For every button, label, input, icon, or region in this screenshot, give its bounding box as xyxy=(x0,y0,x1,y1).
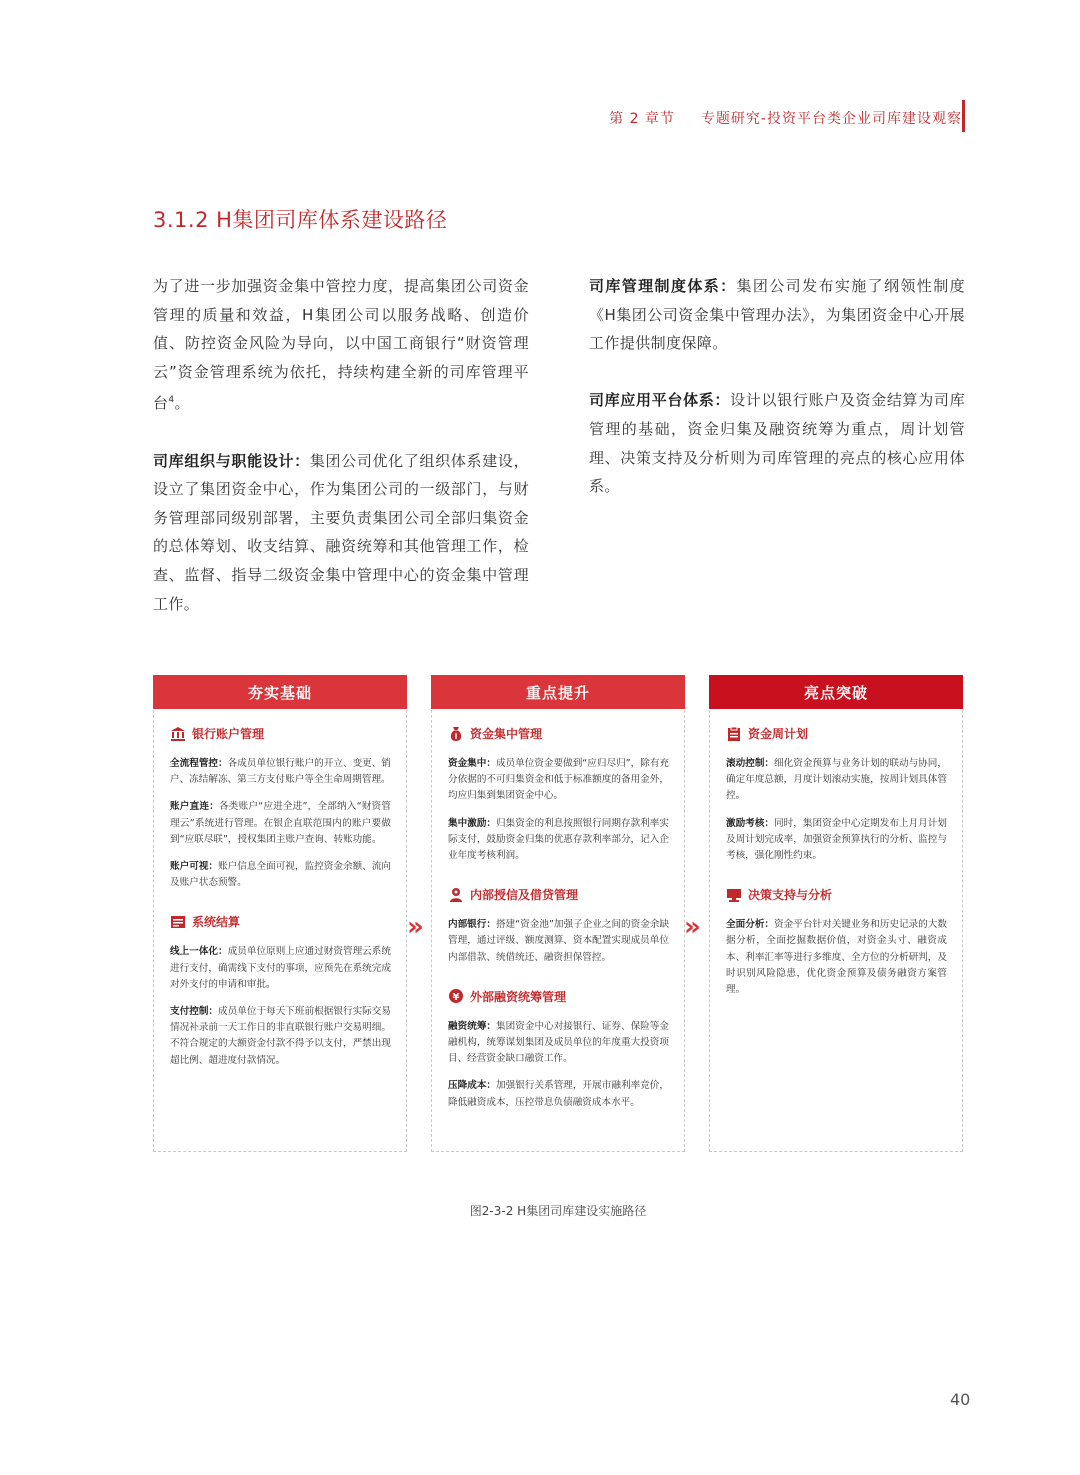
money-bag-icon xyxy=(448,726,464,742)
list-item: 激励考核：同时，集团资金中心定期发布上月月计划及周计划完成率，加强资金预算执行的分析、监控与考核，强化刚性约束。 xyxy=(726,817,947,862)
monitor-icon xyxy=(726,887,742,903)
header-title: 专题研究-投资平台类企业司库建设观察 xyxy=(700,111,962,127)
subsection-weekly-plan: 资金周计划 xyxy=(726,725,947,742)
subsection-external-finance: ¥ 外部融资统筹管理 xyxy=(448,988,669,1005)
list-item: 支付控制：成员单位于每天下班前根据银行实际交易情况补录前一天工作日的非直联银行账户交易明细。不符合规定的大额资金付款不得予以支付，严禁出现超比例、超进度付款情况。 xyxy=(170,1006,391,1066)
figure-caption: 图2-3-2 H集团司库建设实施路径 xyxy=(469,1204,647,1218)
clipboard-icon xyxy=(726,726,742,742)
system-label: 司库管理制度体系： xyxy=(589,277,737,295)
subsection-bank-account: 银行账户管理 xyxy=(170,725,391,742)
platform-paragraph: 司库应用平台体系：设计以银行账户及资金结算为司库管理的基础，资金归集及融资统筹为重点，周计划管理、决策支持及分析则为司库管理的亮点的核心应用体系。 xyxy=(589,391,965,496)
double-chevron-icon: » xyxy=(684,912,692,942)
org-paragraph: 司库组织与职能设计：集团公司优化了组织体系建设，设立了集团资金中心，作为集团公司的一级部门，与财务管理部同级别部署，主要负责集团公司全部归集资金的总体筹划、收支结算、融资统筹和其他管理工作，检查、监督、指导二级资金集中管理中心的资金集中管理工作。 xyxy=(153,451,529,613)
list-item: 滚动控制：细化资金预算与业务计划的联动与协同，确定年度总额，月度计划滚动实施，按周计划具体管控。 xyxy=(726,758,947,802)
ledger-icon xyxy=(170,914,186,930)
user-coin-icon xyxy=(448,887,464,903)
list-item: 集中激励：归集资金的利息按照银行同期存款利率实际支付，鼓励资金归集的优惠存款利率部分，记入企业年度考核利润。 xyxy=(448,817,669,862)
page-header xyxy=(609,104,962,132)
svg-text:¥: ¥ xyxy=(452,992,460,1004)
panel-foundation xyxy=(153,675,407,1152)
list-item: 内部银行：搭建“资金池”加强子企业之间的资金余缺管理，通过评级、额度测算、资本配置实现成员单位内部借款、统借统还、融资担保管控。 xyxy=(448,919,670,963)
panel-improvement-title: 重点提升 xyxy=(431,675,685,709)
panel-breakthrough-title: 亮点突破 xyxy=(709,675,963,709)
subsection-decision-support: 决策支持与分析 xyxy=(726,886,947,903)
subsection-settlement: 系统结算 xyxy=(170,913,391,930)
page-number: 40 xyxy=(950,1390,971,1409)
panel-foundation-title: 夯实基础 xyxy=(153,675,407,709)
org-label: 司库组织与职能设计： xyxy=(153,451,310,470)
system-paragraph: 司库管理制度体系：集团公司发布实施了纲领性制度《H集团公司资金集中管理办法》，为集团资金中心开展工作提供制度保障。 xyxy=(589,277,965,353)
platform-label: 司库应用平台体系： xyxy=(589,391,731,410)
list-item: 融资统筹：集团资金中心对接银行、证券、保险等金融机构，统筹谋划集团及成员单位的年度重大投资项目、经营资金缺口融资工作。 xyxy=(448,1020,669,1065)
bank-icon xyxy=(170,726,186,742)
list-item: 账户可视：账户信息全面可视，监控资金余额、流向及账户状态预警。 xyxy=(170,861,391,889)
section-title: 3.1.2 H集团司库体系建设路径 xyxy=(153,208,448,232)
list-item: 线上一体化：成员单位原则上应通过财资管理云系统进行支付，确需线下支付的事项，应预先在系统完成对外支付的申请和审批。 xyxy=(170,946,391,990)
list-item: 全流程管控：各成员单位银行账户的开立、变更、销户、冻结解冻、第三方支付账户等全生命周期管理。 xyxy=(170,758,391,786)
list-item: 账户直连：各类账户“应进全进”，全部纳入“财资管理云”系统进行管理。在银企直联范围内的账户要做到“应联尽联”，授权集团主账户查询、转账功能。 xyxy=(170,801,392,845)
list-item: 全面分析：资金平台针对关键业务和历史记录的大数据分析，全面挖掘数据价值，对资金头寸、融资成本、利率汇率等进行多维度、全方位的分析研判，及时识别风险隐患，优化资金预算及债务融资方案管理。 xyxy=(726,919,947,996)
chapter-label: 第 2 章节 xyxy=(609,111,675,127)
coin-icon xyxy=(448,988,464,1004)
subsection-internal-credit: 内部授信及借贷管理 xyxy=(448,886,669,903)
list-item: 资金集中：成员单位资金要做到“应归尽归”，除有充分依据的不可归集资金和低于标准额度的备用金外，均应归集到集团资金中心。 xyxy=(448,758,670,802)
right-column xyxy=(589,272,965,529)
footnote-ref: 4 xyxy=(168,395,175,406)
intro-paragraph: 为了进一步加强资金集中管控力度，提高集团公司资金管理的质量和效益，H集团公司以服务战略、创造价值、防控资金风险为导向，以中国工商银行“财资管理云”资金管理系统为依托，持续构建全新的司库管理平台$^4$。 xyxy=(153,277,529,413)
double-chevron-icon: » xyxy=(407,912,415,942)
left-column xyxy=(153,272,529,647)
header-divider xyxy=(962,100,965,132)
panel-breakthrough xyxy=(709,675,963,1152)
subsection-fund-concentration: 资金集中管理 xyxy=(448,725,669,742)
list-item: 压降成本：加强银行关系管理，开展市融利率竞价，降低融资成本，压控带息负债融资成本水平。 xyxy=(448,1080,669,1108)
panel-improvement xyxy=(431,675,685,1152)
